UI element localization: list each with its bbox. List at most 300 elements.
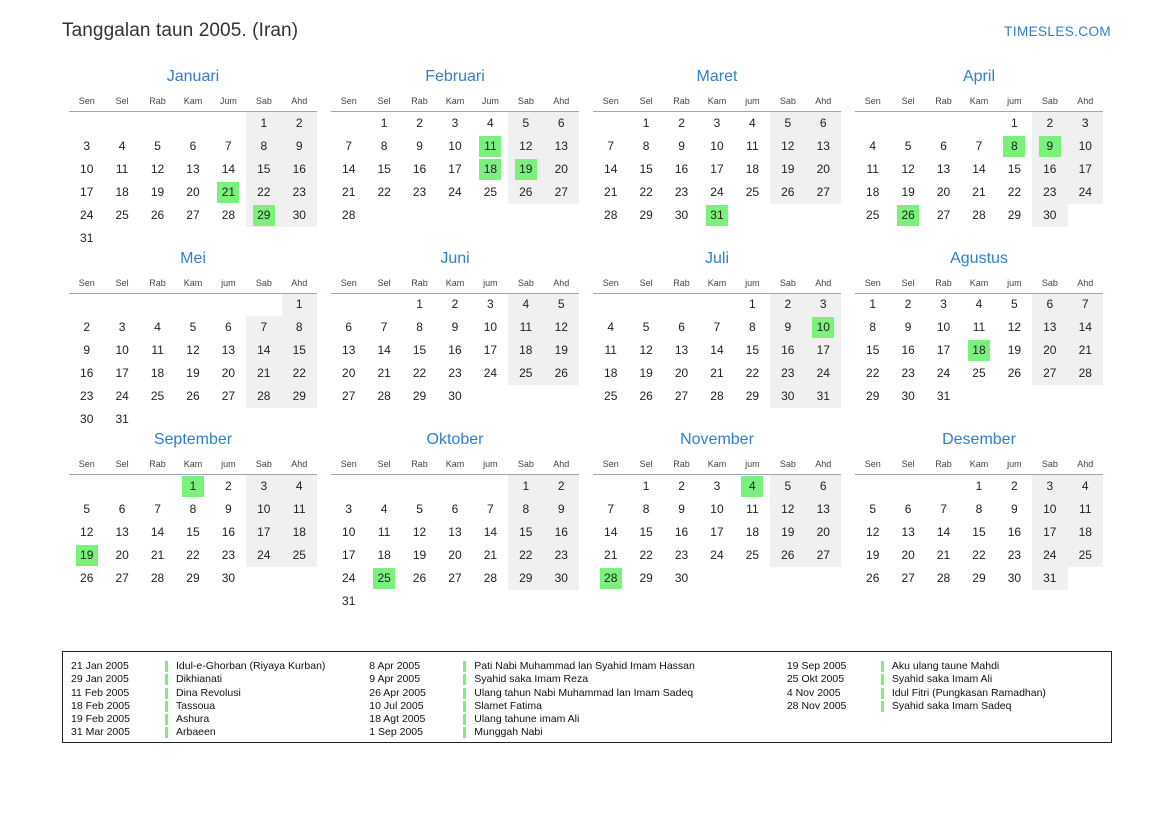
day-cell-wrap[interactable] <box>402 544 437 567</box>
day-cell[interactable]: 30 <box>674 570 689 585</box>
day-cell-wrap[interactable] <box>664 112 699 135</box>
day-cell[interactable]: 5 <box>416 501 423 516</box>
day-cell-wrap[interactable] <box>1068 475 1103 498</box>
day-cell[interactable]: 6 <box>904 501 912 516</box>
day-cell[interactable]: 9 <box>295 138 303 153</box>
day-cell[interactable]: 31 <box>342 593 356 608</box>
day-cell-wrap[interactable] <box>211 385 246 408</box>
day-cell[interactable]: 30 <box>221 570 236 585</box>
day-cell-wrap[interactable] <box>69 567 104 590</box>
day-cell[interactable]: 13 <box>221 343 236 357</box>
day-cell-wrap[interactable] <box>806 339 841 362</box>
day-cell-wrap[interactable] <box>331 158 366 181</box>
day-cell[interactable]: 19 <box>150 184 165 199</box>
day-cell[interactable]: 20 <box>901 547 915 562</box>
day-cell[interactable]: 20 <box>816 161 830 176</box>
day-cell[interactable]: 24 <box>257 547 271 562</box>
day-cell-wrap[interactable] <box>855 158 890 181</box>
day-cell[interactable]: 2 <box>904 297 912 312</box>
day-cell[interactable]: 13 <box>115 524 129 539</box>
day-cell[interactable]: 3 <box>451 115 459 130</box>
day-cell[interactable]: 16 <box>448 343 462 357</box>
day-cell[interactable]: 26 <box>519 184 533 199</box>
day-cell[interactable]: 22 <box>519 547 533 562</box>
day-cell-wrap[interactable] <box>806 521 841 544</box>
day-cell-wrap[interactable] <box>508 567 543 590</box>
day-cell-wrap[interactable] <box>628 498 663 521</box>
day-cell-wrap[interactable] <box>282 316 317 339</box>
day-cell[interactable]: 22 <box>412 366 427 380</box>
day-cell[interactable]: 3 <box>713 478 721 493</box>
day-cell[interactable]: 16 <box>674 161 689 176</box>
day-cell-wrap[interactable] <box>140 204 175 227</box>
day-cell-wrap[interactable] <box>997 498 1032 521</box>
day-cell[interactable]: 14 <box>342 161 356 176</box>
day-cell[interactable]: 17 <box>257 524 271 539</box>
day-cell-wrap[interactable] <box>890 544 925 567</box>
day-cell[interactable]: 3 <box>487 297 494 312</box>
day-cell[interactable]: 10 <box>936 320 951 334</box>
day-cell-wrap[interactable] <box>282 498 317 521</box>
day-cell-wrap[interactable] <box>211 181 246 204</box>
day-cell-wrap[interactable] <box>544 498 579 521</box>
day-cell-wrap[interactable] <box>211 204 246 227</box>
day-cell[interactable]: 29 <box>292 389 306 403</box>
day-cell[interactable]: 10 <box>80 161 94 176</box>
day-cell[interactable]: 24 <box>115 389 129 403</box>
day-cell[interactable]: 1 <box>416 297 423 312</box>
day-cell-wrap[interactable] <box>735 112 770 135</box>
day-cell-wrap[interactable] <box>402 181 437 204</box>
day-cell-holiday[interactable]: 10 <box>812 317 834 338</box>
day-cell-wrap[interactable] <box>544 158 579 181</box>
day-cell-wrap[interactable] <box>699 316 734 339</box>
day-cell-wrap[interactable] <box>593 204 628 227</box>
day-cell-wrap[interactable] <box>593 158 628 181</box>
day-cell[interactable]: 16 <box>554 524 568 539</box>
day-cell-wrap[interactable] <box>402 567 437 590</box>
day-cell-wrap[interactable] <box>69 204 104 227</box>
day-cell-wrap[interactable] <box>104 544 139 567</box>
day-cell[interactable]: 25 <box>150 389 165 403</box>
day-cell[interactable]: 9 <box>678 501 685 516</box>
day-cell[interactable]: 15 <box>866 343 880 357</box>
day-cell-wrap[interactable] <box>104 316 139 339</box>
day-cell[interactable]: 15 <box>257 161 271 176</box>
day-cell-wrap[interactable] <box>437 567 472 590</box>
day-cell-wrap[interactable] <box>890 293 925 316</box>
day-cell[interactable]: 15 <box>292 343 306 357</box>
day-cell[interactable]: 27 <box>221 389 236 403</box>
day-cell[interactable]: 28 <box>150 570 165 585</box>
day-cell-wrap[interactable] <box>508 293 543 316</box>
day-cell[interactable]: 7 <box>975 138 983 153</box>
day-cell-wrap[interactable] <box>175 135 210 158</box>
day-cell-wrap[interactable] <box>699 362 734 385</box>
day-cell[interactable]: 27 <box>816 184 830 199</box>
day-cell-wrap[interactable] <box>366 544 401 567</box>
day-cell-holiday[interactable]: 26 <box>897 205 919 226</box>
day-cell-wrap[interactable] <box>473 135 508 158</box>
day-cell-wrap[interactable] <box>140 158 175 181</box>
day-cell-wrap[interactable] <box>628 204 663 227</box>
day-cell-wrap[interactable] <box>282 135 317 158</box>
day-cell-wrap[interactable] <box>735 498 770 521</box>
day-cell[interactable]: 14 <box>972 161 986 176</box>
day-cell-wrap[interactable] <box>104 408 139 431</box>
day-cell[interactable]: 4 <box>295 478 303 493</box>
day-cell[interactable]: 12 <box>150 161 165 176</box>
day-cell-holiday[interactable]: 19 <box>515 159 537 180</box>
day-cell[interactable]: 17 <box>115 366 129 380</box>
day-cell[interactable]: 28 <box>257 389 271 403</box>
day-cell[interactable]: 18 <box>377 547 391 562</box>
day-cell[interactable]: 1 <box>642 115 650 130</box>
day-cell-wrap[interactable] <box>211 158 246 181</box>
day-cell-wrap[interactable] <box>104 567 139 590</box>
day-cell-wrap[interactable] <box>664 316 699 339</box>
day-cell-wrap[interactable] <box>855 339 890 362</box>
day-cell[interactable]: 17 <box>710 524 724 539</box>
day-cell-wrap[interactable] <box>211 475 246 498</box>
day-cell-wrap[interactable] <box>1032 521 1067 544</box>
day-cell[interactable]: 19 <box>412 547 427 562</box>
day-cell-wrap[interactable] <box>211 339 246 362</box>
day-cell-wrap[interactable] <box>628 521 663 544</box>
day-cell[interactable]: 25 <box>604 389 618 403</box>
day-cell-wrap[interactable] <box>806 112 841 135</box>
day-cell-wrap[interactable] <box>855 293 890 316</box>
day-cell-wrap[interactable] <box>593 339 628 362</box>
day-cell-wrap[interactable] <box>104 339 139 362</box>
day-cell[interactable]: 7 <box>260 320 268 334</box>
day-cell-wrap[interactable] <box>1032 204 1067 227</box>
day-cell[interactable]: 9 <box>557 501 565 516</box>
day-cell-wrap[interactable] <box>331 544 366 567</box>
day-cell-wrap[interactable] <box>473 544 508 567</box>
day-cell-wrap[interactable] <box>890 362 925 385</box>
day-cell[interactable]: 8 <box>380 138 388 153</box>
day-cell[interactable]: 12 <box>80 524 94 539</box>
day-cell[interactable]: 15 <box>412 343 427 357</box>
day-cell-wrap[interactable] <box>806 316 841 339</box>
day-cell[interactable]: 16 <box>674 524 689 539</box>
day-cell[interactable]: 24 <box>80 207 94 222</box>
day-cell[interactable]: 8 <box>295 320 303 334</box>
day-cell[interactable]: 22 <box>257 184 271 199</box>
day-cell-wrap[interactable] <box>806 498 841 521</box>
day-cell[interactable]: 6 <box>557 115 565 130</box>
day-cell[interactable]: 5 <box>642 320 650 334</box>
day-cell-wrap[interactable] <box>997 181 1032 204</box>
day-cell-wrap[interactable] <box>1068 316 1103 339</box>
day-cell-wrap[interactable] <box>331 135 366 158</box>
day-cell[interactable]: 21 <box>257 366 271 380</box>
day-cell-wrap[interactable] <box>104 181 139 204</box>
day-cell-wrap[interactable] <box>69 227 104 250</box>
day-cell[interactable]: 13 <box>342 343 356 357</box>
day-cell[interactable]: 28 <box>1078 366 1092 380</box>
day-cell-wrap[interactable] <box>140 385 175 408</box>
day-cell-wrap[interactable] <box>926 135 961 158</box>
day-cell[interactable]: 5 <box>904 138 912 153</box>
day-cell[interactable]: 18 <box>1078 524 1092 539</box>
day-cell-wrap[interactable] <box>211 498 246 521</box>
day-cell[interactable]: 31 <box>936 389 951 403</box>
day-cell-wrap[interactable] <box>997 204 1032 227</box>
day-cell-wrap[interactable] <box>890 567 925 590</box>
day-cell-wrap[interactable] <box>508 316 543 339</box>
day-cell[interactable]: 17 <box>80 184 94 199</box>
day-cell[interactable]: 29 <box>519 570 533 585</box>
day-cell-wrap[interactable] <box>593 521 628 544</box>
day-cell-wrap[interactable] <box>544 521 579 544</box>
day-cell[interactable]: 4 <box>154 320 161 334</box>
day-cell-wrap[interactable] <box>246 181 281 204</box>
day-cell-wrap[interactable] <box>735 385 770 408</box>
day-cell-wrap[interactable] <box>926 362 961 385</box>
day-cell[interactable]: 11 <box>293 501 306 516</box>
day-cell-wrap[interactable] <box>366 385 401 408</box>
day-cell-wrap[interactable] <box>175 544 210 567</box>
day-cell[interactable]: 22 <box>745 366 760 380</box>
day-cell-wrap[interactable] <box>140 567 175 590</box>
day-cell-wrap[interactable] <box>331 362 366 385</box>
day-cell[interactable]: 5 <box>83 501 91 516</box>
day-cell-wrap[interactable] <box>770 498 805 521</box>
day-cell-wrap[interactable] <box>544 293 579 316</box>
day-cell[interactable]: 28 <box>936 570 951 585</box>
day-cell[interactable]: 31 <box>115 412 129 426</box>
day-cell-wrap[interactable] <box>175 475 210 498</box>
day-cell[interactable]: 27 <box>115 570 129 585</box>
day-cell-wrap[interactable] <box>699 521 734 544</box>
day-cell-wrap[interactable] <box>997 362 1032 385</box>
day-cell[interactable]: 12 <box>412 524 427 539</box>
day-cell[interactable]: 9 <box>904 320 912 334</box>
day-cell-wrap[interactable] <box>806 544 841 567</box>
day-cell-holiday[interactable]: 21 <box>217 182 239 203</box>
day-cell[interactable]: 19 <box>781 524 795 539</box>
day-cell[interactable]: 23 <box>448 366 462 380</box>
day-cell[interactable]: 21 <box>1078 343 1092 357</box>
day-cell-wrap[interactable] <box>1068 181 1103 204</box>
day-cell-wrap[interactable] <box>593 362 628 385</box>
day-cell-wrap[interactable] <box>961 316 996 339</box>
day-cell[interactable]: 10 <box>448 138 462 153</box>
day-cell[interactable]: 5 <box>869 501 877 516</box>
day-cell[interactable]: 19 <box>866 547 880 562</box>
day-cell[interactable]: 2 <box>784 297 792 312</box>
day-cell[interactable]: 10 <box>115 343 129 357</box>
day-cell-wrap[interactable] <box>69 316 104 339</box>
day-cell[interactable]: 6 <box>819 478 827 493</box>
day-cell-wrap[interactable] <box>926 498 961 521</box>
day-cell[interactable]: 14 <box>604 524 618 539</box>
day-cell[interactable]: 15 <box>186 524 200 539</box>
day-cell[interactable]: 13 <box>186 161 200 176</box>
day-cell[interactable]: 11 <box>151 343 164 357</box>
day-cell[interactable]: 21 <box>710 366 724 380</box>
day-cell-wrap[interactable] <box>664 339 699 362</box>
day-cell[interactable]: 12 <box>781 138 795 153</box>
day-cell-wrap[interactable] <box>402 135 437 158</box>
day-cell[interactable]: 26 <box>412 570 427 585</box>
day-cell-holiday[interactable]: 25 <box>373 568 395 589</box>
day-cell[interactable]: 6 <box>118 501 126 516</box>
day-cell-wrap[interactable] <box>1032 567 1067 590</box>
day-cell[interactable]: 28 <box>342 207 356 222</box>
day-cell-wrap[interactable] <box>437 362 472 385</box>
day-cell[interactable]: 7 <box>713 320 721 334</box>
day-cell[interactable]: 26 <box>554 366 568 380</box>
day-cell-wrap[interactable] <box>699 498 734 521</box>
day-cell-wrap[interactable] <box>402 362 437 385</box>
day-cell-wrap[interactable] <box>246 204 281 227</box>
day-cell[interactable]: 18 <box>115 184 129 199</box>
day-cell-wrap[interactable] <box>961 293 996 316</box>
day-cell-wrap[interactable] <box>69 544 104 567</box>
day-cell[interactable]: 24 <box>483 366 498 380</box>
day-cell-wrap[interactable] <box>331 498 366 521</box>
day-cell[interactable]: 13 <box>936 161 951 176</box>
day-cell-wrap[interactable] <box>961 498 996 521</box>
day-cell-wrap[interactable] <box>246 385 281 408</box>
day-cell-holiday[interactable]: 9 <box>1039 136 1061 157</box>
day-cell-holiday[interactable]: 28 <box>600 568 622 589</box>
day-cell[interactable]: 16 <box>781 343 795 357</box>
day-cell[interactable]: 26 <box>1007 366 1022 380</box>
day-cell[interactable]: 1 <box>1011 115 1018 130</box>
day-cell-wrap[interactable] <box>473 316 508 339</box>
day-cell[interactable]: 22 <box>866 366 880 380</box>
day-cell[interactable]: 2 <box>678 115 685 130</box>
day-cell-wrap[interactable] <box>473 498 508 521</box>
day-cell[interactable]: 15 <box>639 524 653 539</box>
day-cell-wrap[interactable] <box>69 135 104 158</box>
day-cell-wrap[interactable] <box>437 521 472 544</box>
day-cell[interactable]: 23 <box>1007 547 1022 562</box>
day-cell[interactable]: 11 <box>1079 501 1092 516</box>
day-cell-wrap[interactable] <box>473 567 508 590</box>
day-cell[interactable]: 27 <box>448 570 462 585</box>
day-cell[interactable]: 14 <box>377 343 391 357</box>
day-cell-wrap[interactable] <box>104 521 139 544</box>
day-cell-wrap[interactable] <box>508 362 543 385</box>
day-cell[interactable]: 20 <box>1043 343 1057 357</box>
day-cell-wrap[interactable] <box>282 385 317 408</box>
day-cell-wrap[interactable] <box>961 475 996 498</box>
day-cell[interactable]: 23 <box>781 366 795 380</box>
day-cell[interactable]: 20 <box>221 366 236 380</box>
day-cell[interactable]: 5 <box>557 297 565 312</box>
day-cell[interactable]: 21 <box>483 547 498 562</box>
day-cell-wrap[interactable] <box>402 316 437 339</box>
day-cell[interactable]: 6 <box>940 138 947 153</box>
day-cell-wrap[interactable] <box>735 316 770 339</box>
day-cell-wrap[interactable] <box>1068 112 1103 135</box>
day-cell-wrap[interactable] <box>628 385 663 408</box>
day-cell-wrap[interactable] <box>997 339 1032 362</box>
day-cell[interactable]: 4 <box>869 138 877 153</box>
day-cell-wrap[interactable] <box>69 339 104 362</box>
day-cell[interactable]: 25 <box>483 184 498 199</box>
day-cell-wrap[interactable] <box>628 158 663 181</box>
day-cell-wrap[interactable] <box>69 521 104 544</box>
day-cell-wrap[interactable] <box>806 181 841 204</box>
day-cell-wrap[interactable] <box>855 181 890 204</box>
day-cell-wrap[interactable] <box>437 498 472 521</box>
day-cell-wrap[interactable] <box>593 544 628 567</box>
day-cell[interactable]: 26 <box>866 570 880 585</box>
day-cell-wrap[interactable] <box>806 293 841 316</box>
day-cell[interactable]: 12 <box>554 320 568 334</box>
day-cell[interactable]: 23 <box>674 184 689 199</box>
day-cell[interactable]: 4 <box>522 297 530 312</box>
day-cell-wrap[interactable] <box>140 362 175 385</box>
day-cell[interactable]: 28 <box>483 570 498 585</box>
day-cell[interactable]: 27 <box>674 389 689 403</box>
day-cell-wrap[interactable] <box>1068 362 1103 385</box>
day-cell-wrap[interactable] <box>890 339 925 362</box>
day-cell[interactable]: 27 <box>186 207 200 222</box>
day-cell-wrap[interactable] <box>437 112 472 135</box>
day-cell[interactable]: 15 <box>745 343 760 357</box>
day-cell-wrap[interactable] <box>735 135 770 158</box>
day-cell-wrap[interactable] <box>628 112 663 135</box>
day-cell-wrap[interactable] <box>699 112 734 135</box>
day-cell-wrap[interactable] <box>961 135 996 158</box>
day-cell-holiday[interactable]: 31 <box>706 205 728 226</box>
day-cell[interactable]: 12 <box>866 524 880 539</box>
day-cell-wrap[interactable] <box>282 521 317 544</box>
day-cell[interactable]: 18 <box>604 366 618 380</box>
day-cell[interactable]: 20 <box>936 184 951 199</box>
day-cell-wrap[interactable] <box>593 385 628 408</box>
day-cell-wrap[interactable] <box>735 544 770 567</box>
day-cell-wrap[interactable] <box>961 181 996 204</box>
day-cell[interactable]: 15 <box>377 161 391 176</box>
day-cell-wrap[interactable] <box>211 316 246 339</box>
day-cell[interactable]: 23 <box>554 547 568 562</box>
day-cell[interactable]: 31 <box>816 389 830 403</box>
day-cell-wrap[interactable] <box>593 567 628 590</box>
day-cell[interactable]: 2 <box>295 115 303 130</box>
day-cell-wrap[interactable] <box>508 181 543 204</box>
day-cell[interactable]: 25 <box>972 366 986 380</box>
day-cell[interactable]: 16 <box>1007 524 1022 539</box>
day-cell-wrap[interactable] <box>211 362 246 385</box>
day-cell-wrap[interactable] <box>770 475 805 498</box>
day-cell[interactable]: 4 <box>380 501 388 516</box>
day-cell[interactable]: 8 <box>260 138 268 153</box>
day-cell-wrap[interactable] <box>175 498 210 521</box>
day-cell-wrap[interactable] <box>1032 498 1067 521</box>
day-cell[interactable]: 3 <box>940 297 947 312</box>
day-cell[interactable]: 5 <box>784 115 792 130</box>
day-cell[interactable]: 6 <box>1046 297 1054 312</box>
day-cell-wrap[interactable] <box>770 293 805 316</box>
day-cell-wrap[interactable] <box>246 135 281 158</box>
day-cell-wrap[interactable] <box>1032 112 1067 135</box>
day-cell[interactable]: 7 <box>380 320 388 334</box>
day-cell-wrap[interactable] <box>735 293 770 316</box>
day-cell[interactable]: 25 <box>1078 547 1092 562</box>
day-cell-wrap[interactable] <box>544 567 579 590</box>
day-cell-wrap[interactable] <box>961 544 996 567</box>
day-cell-wrap[interactable] <box>664 567 699 590</box>
day-cell[interactable]: 12 <box>1007 320 1022 334</box>
